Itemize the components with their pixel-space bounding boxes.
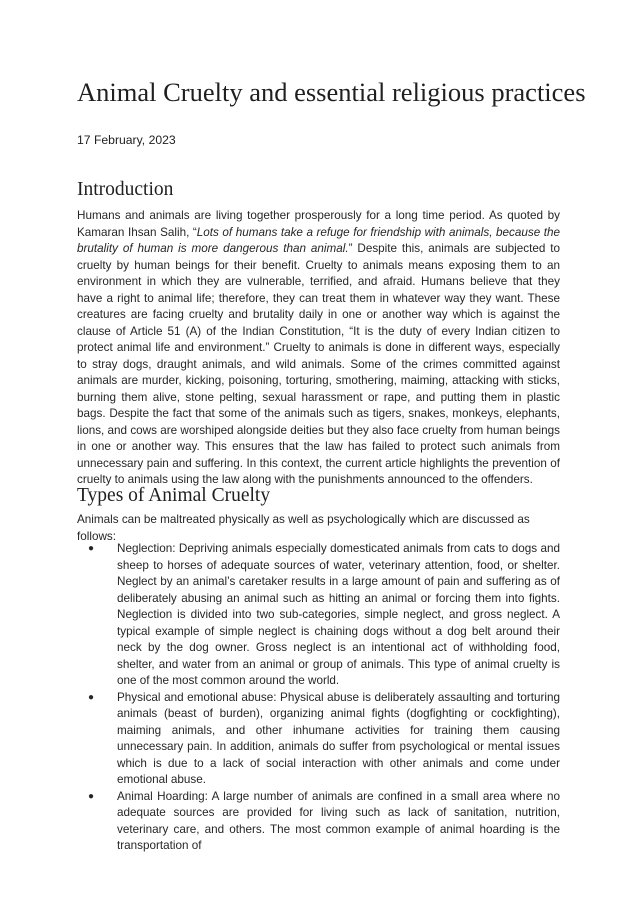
bullet-icon: ●: [87, 790, 95, 802]
introduction-text-part1: Humans and animals are living together prosperously for a long time period. As quoted by Kamaran Ihsan Salih, “: [77, 209, 560, 239]
introduction-paragraph: [77, 208, 560, 489]
list-item-text: Physical and emotional abuse: Physical abuse is deliberately assaulting and torturing animals (beast of burden), organizing animal fights (dogfighting or cockfighting), maiming animals, and other inhumane activities for training them causing unnecessary pain. In addition, animals do suffer from psychological or mental issues which is due to a lack of social interaction with other animals and come under emotional abuse.: [117, 690, 560, 786]
list-item: [77, 690, 560, 789]
list-item: [77, 789, 560, 855]
bullet-icon: ●: [87, 691, 95, 703]
list-item-text: Animal Hoarding: A large number of animals are confined in a small area where no adequate sources are provided for living such as lack of sanitation, nutrition, veterinary care, and others. The most common example of animal hoarding is the transportation of: [117, 789, 560, 852]
page-title: Animal Cruelty and essential religious practices: [77, 77, 586, 107]
list-item: [77, 541, 560, 690]
publication-date: 17 February, 2023: [77, 133, 176, 147]
introduction-heading: Introduction: [77, 179, 174, 200]
types-bullet-list: [77, 541, 560, 855]
types-heading: Types of Animal Cruelty: [77, 485, 271, 506]
introduction-quote: Lots of humans take a refuge for friendship with animals, because the brutality of human is more dangerous than animal.: [77, 225, 560, 255]
bullet-icon: ●: [87, 543, 95, 554]
introduction-text-part2: ” Despite this, animals are subjected to cruelty by human beings for their benefit. Cruelty to animals means exposing them to an environment in which they are vulnerable, terrified, and afraid. Humans believe that they have a right to animal life; therefore, they can treat them in whatever way they want. These creatures are facing cruelty and brutality daily in one or another way which is against the clause of Article 51 (A) of the Indian Constitution, “It is the duty of every Indian citizen to protect animal life and environment.” Cruelty to animals is done in different ways, especially to stray dogs, draught animals, and wild animals. Some of the crimes committed against animals are murder, kicking, poisoning, torturing, smothering, maiming, attacking with sticks, burning them alive, stone pelting, sexual harassment or rape, and putting them in plastic bags. Despite the fact that some of the animals such as tigers, snakes, monkeys, elephants, lions, and cows are worshiped alongside deities but they also face cruelty from human beings in one or another way. This ensures that the law has failed to protect such animals from unnecessary pain and suffering. In this context, the current article highlights the prevention of cruelty to animals using the law along with the punishments announced to the offenders.: [77, 242, 560, 486]
list-item-text: Neglection: Depriving animals especially domesticated animals from cats to dogs and sheep to horses of adequate sources of water, veterinary attention, food, or shelter. Neglect by an animal’s caretaker results in a large amount of pain and suffering as of deliberately abusing an animal such as hitting an animal or forcing them into fights. Neglection is divided into two sub-categories, simple neglect, and gross neglect. A typical example of simple neglect is chaining dogs without a dog belt around their neck by the dog owner. Gross neglect is an intentional act of withholding food, shelter, and water from an animal or group of animals. This type of animal cruelty is one of the most common around the world.: [117, 542, 560, 687]
types-intro-paragraph: Animals can be maltreated physically as well as psychologically which are discussed as follows:: [77, 513, 530, 543]
